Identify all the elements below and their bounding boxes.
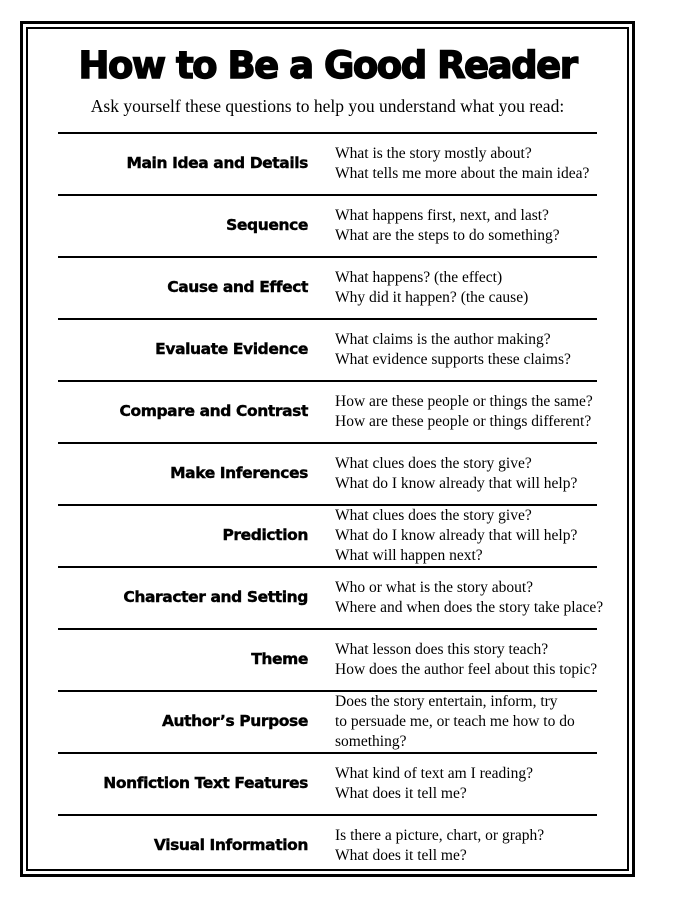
strategy-label: Visual Information xyxy=(153,836,308,855)
strategy-table xyxy=(58,132,604,871)
question-list xyxy=(335,454,577,494)
table-row xyxy=(58,194,597,256)
table-row xyxy=(58,442,597,504)
question-line: What kind of text am I reading? xyxy=(335,765,533,782)
table-row xyxy=(58,566,604,628)
question-line: What clues does the story give? xyxy=(335,455,532,472)
strategy-label: Main Idea and Details xyxy=(126,154,308,173)
table-row xyxy=(58,256,597,318)
question-list xyxy=(335,206,560,246)
strategy-label: Sequence xyxy=(226,216,308,235)
strategy-label: Nonfiction Text Features xyxy=(103,774,308,793)
question-list xyxy=(335,764,533,804)
question-line: What claims is the author making? xyxy=(335,331,551,348)
question-line: Does the story entertain, inform, try xyxy=(335,693,558,710)
question-line: What happens? (the effect) xyxy=(335,269,503,286)
question-list xyxy=(335,640,597,680)
strategy-label: Make Inferences xyxy=(170,464,308,483)
strategy-label: Prediction xyxy=(222,526,308,545)
question-line: What happens first, next, and last? xyxy=(335,207,549,224)
question-list xyxy=(335,330,571,370)
question-line: something? xyxy=(335,733,407,750)
table-row xyxy=(58,132,597,194)
table-row xyxy=(58,628,597,690)
table-row xyxy=(58,380,597,442)
question-line: What evidence supports these claims? xyxy=(335,351,571,368)
question-line: Where and when does the story take place? xyxy=(335,599,604,616)
question-line: What will happen next? xyxy=(335,547,483,564)
table-row xyxy=(58,318,597,380)
question-list xyxy=(335,392,593,432)
strategy-label: Compare and Contrast xyxy=(119,402,308,421)
question-line: What is the story mostly about? xyxy=(335,145,532,162)
question-list xyxy=(335,144,589,184)
question-line: to persuade me, or teach me how to do xyxy=(335,713,575,730)
table-row xyxy=(58,814,597,871)
page-subtitle: Ask yourself these questions to help you understand what you read: xyxy=(90,96,565,116)
question-list xyxy=(335,826,544,866)
page-title: How to Be a Good Reader xyxy=(78,44,577,87)
question-line: What clues does the story give? xyxy=(335,507,532,524)
question-line: Who or what is the story about? xyxy=(335,579,534,596)
question-line: What does it tell me? xyxy=(335,785,467,802)
question-line: What are the steps to do something? xyxy=(335,227,560,244)
question-line: What does it tell me? xyxy=(335,847,467,864)
question-line: What do I know already that will help? xyxy=(335,527,578,544)
question-line: Why did it happen? (the cause) xyxy=(335,289,529,306)
question-list xyxy=(335,506,577,566)
strategy-label: Author’s Purpose xyxy=(161,712,308,731)
question-list xyxy=(335,268,528,308)
question-list xyxy=(335,692,575,752)
question-line: How does the author feel about this topic? xyxy=(335,661,598,678)
question-line: What do I know already that will help? xyxy=(335,475,578,492)
question-line: What lesson does this story teach? xyxy=(335,641,549,658)
strategy-label: Theme xyxy=(251,650,308,669)
question-line: What tells me more about the main idea? xyxy=(335,165,590,182)
poster-sheet xyxy=(20,21,635,877)
table-row xyxy=(58,504,597,566)
question-list xyxy=(335,578,603,618)
strategy-label: Character and Setting xyxy=(123,588,308,607)
table-row xyxy=(58,752,597,814)
strategy-label: Cause and Effect xyxy=(167,278,308,297)
table-row xyxy=(58,690,597,752)
question-line: Is there a picture, chart, or graph? xyxy=(335,827,545,844)
question-line: How are these people or things different? xyxy=(335,413,592,430)
strategy-label: Evaluate Evidence xyxy=(155,340,308,359)
poster-inner-frame xyxy=(26,27,629,871)
question-line: How are these people or things the same? xyxy=(335,393,593,410)
